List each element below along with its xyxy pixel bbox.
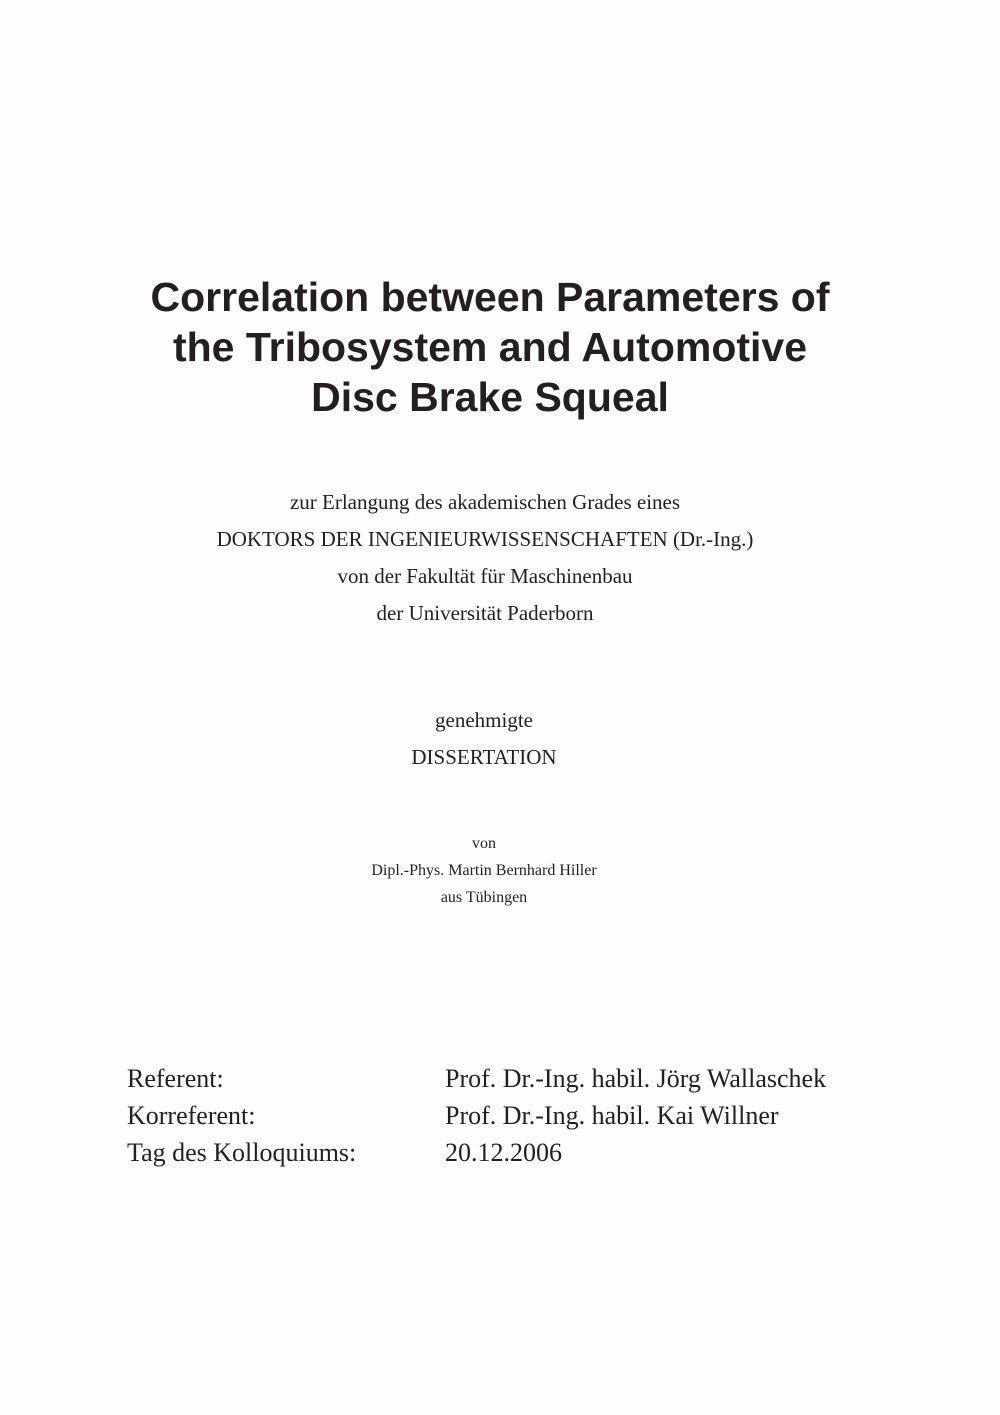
committee-row	[127, 1060, 907, 1097]
dissertation-title	[0, 272, 980, 422]
committee-label: Referent:	[127, 1064, 224, 1093]
author-origin: aus Tübingen	[440, 889, 528, 906]
author-line: von	[472, 835, 496, 852]
degree-line: zur Erlangung des akademischen Grades eines	[289, 490, 681, 514]
author-block	[0, 830, 968, 911]
degree-line: von der Fakultät für Maschinenbau	[337, 564, 633, 588]
title-line: Correlation between Parameters of	[150, 274, 830, 320]
committee-value: 20.12.2006	[445, 1138, 562, 1167]
degree-line: der Universität Paderborn	[376, 601, 594, 625]
committee-row	[127, 1097, 907, 1134]
committee-value: Prof. Dr.-Ing. habil. Kai Willner	[445, 1101, 779, 1130]
title-line: Disc Brake Squeal	[311, 374, 669, 420]
committee-value: Prof. Dr.-Ing. habil. Jörg Wallaschek	[445, 1064, 827, 1093]
committee-row	[127, 1134, 907, 1171]
committee-table	[127, 1060, 907, 1171]
approval-line: genehmigte	[435, 708, 533, 732]
degree-line: DOKTORS DER INGENIEURWISSENSCHAFTEN (Dr.-Ing.)	[216, 527, 754, 551]
degree-statement	[0, 484, 970, 632]
author-name: Dipl.-Phys. Martin Bernhard Hiller	[371, 862, 597, 879]
committee-label: Korreferent:	[127, 1101, 256, 1130]
committee-label: Tag des Kolloquiums:	[127, 1138, 357, 1167]
approval-line: DISSERTATION	[411, 745, 557, 769]
approval-statement	[0, 702, 968, 776]
title-line: the Tribosystem and Automotive	[172, 324, 808, 370]
